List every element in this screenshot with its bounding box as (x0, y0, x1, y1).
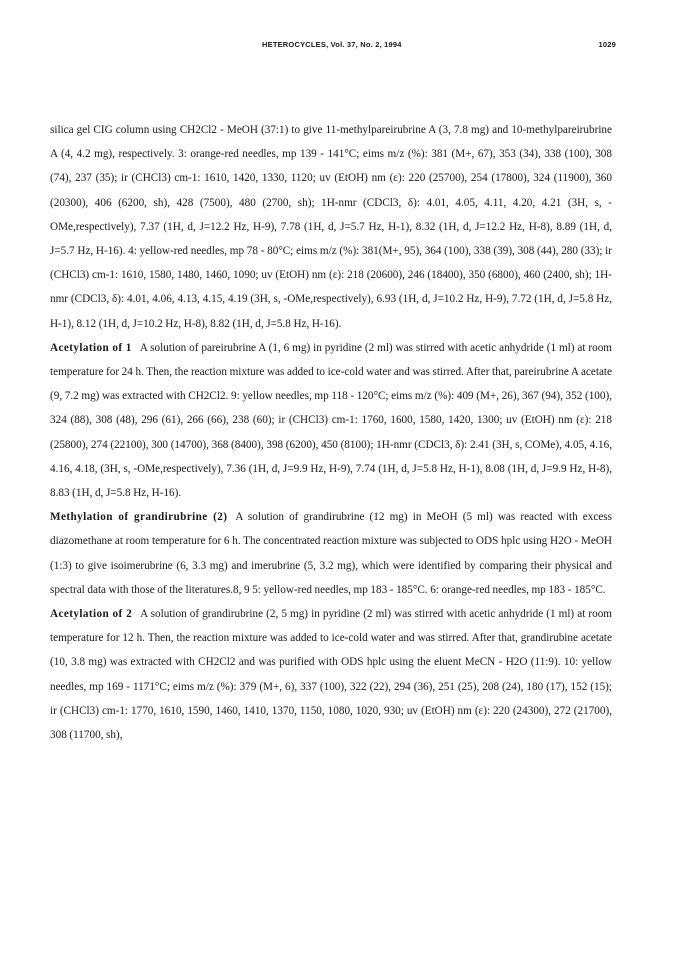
running-header (72, 40, 616, 54)
paragraph-text: A solution of grandirubrine (2, 5 mg) in pyridine (2 ml) was stirred with acetic anhydride (1 ml) at room temperature for 12 h. Then, the reaction mixture was added to ice-cold water and was stirred. After that, grandirubine acetate (10, 3.8 mg) was extracted with CH2Cl2 and was purified with ODS hplc using the eluent MeCN - H2O (11:9). 10: yellow needles, mp 169 - 1171°C; eims m/z (%): 379 (M+, 6), 337 (100), 322 (22), 294 (36), 251 (25), 208 (24), 180 (17), 152 (15); ir (CHCl3) cm-1: 1770, 1610, 1590, 1460, 1410, 1370, 1150, 1080, 1020, 930; uv (EtOH) nm (ε): 220 (24300), 272 (21700), 308 (11700, sh), (50, 608, 612, 742)
paragraph-methylation-grandirubrine (50, 505, 612, 602)
journal-citation: HETEROCYCLES, Vol. 37, No. 2, 1994 (262, 40, 402, 49)
body-text (50, 118, 612, 747)
paragraph-text: A solution of grandirubrine (12 mg) in MeOH (5 ml) was reacted with excess diazomethane at room temperature for 6 h. The concentrated reaction mixture was subjected to ODS hplc using H2O - MeOH (1:3) to give isoimerubrine (6, 3.3 mg) and imerubrine (5, 3.2 mg), which were identified by comparing their physical and spectral data with those of the literatures.8, 9 5: yellow-red needles, mp 183 - 185°C. 6: orange-red needles, mp 183 - 185°C. (50, 511, 612, 596)
section-heading: Acetylation of 1 (50, 341, 132, 354)
paragraph-text: A solution of pareirubrine A (1, 6 mg) in pyridine (2 ml) was stirred with acetic anhydride (1 ml) at room temperature for 24 h. Then, the reaction mixture was added to ice-cold water and was stirred. After that, pareirubrine A acetate (9, 7.2 mg) was extracted with CH2Cl2. 9: yellow needles, mp 118 - 120°C; eims m/z (%): 409 (M+, 26), 367 (94), 352 (100), 324 (88), 308 (48), 296 (61), 266 (66), 238 (60); ir (CHCl3) cm-1: 1760, 1600, 1580, 1420, 1300; uv (EtOH) nm (ε): 218 (25800), 274 (22100), 300 (14700), 368 (8400), 398 (6200), 450 (8100); 1H-nmr (CDCl3, δ): 2.41 (3H, s, COMe), 4.05, 4.16, 4.16, 4.18, (3H, s, -OMe,respectively), 7.36 (1H, d, J=9.9 Hz, H-9), 7.74 (1H, d, J=5.8 Hz, H-1), 8.08 (1H, d, J=9.9 Hz, H-8), 8.83 (1H, d, J=5.8 Hz, H-16). (50, 341, 612, 500)
section-heading: Acetylation of 2 (50, 608, 133, 621)
paragraph-text: silica gel CIG column using CH2Cl2 - MeOH (37:1) to give 11-methylpareirubrine A (3, 7.8 mg) and 10-methylpareirubrine A (4, 4.2 mg), respectively. 3: orange-red needles, mp 139 - 141°C; eims m/z (%): 381 (M+, 67), 353 (34), 338 (100), 308 (74), 237 (35); ir (CHCl3) cm-1: 1610, 1420, 1330, 1120; uv (EtOH) nm (ε): 220 (25700), 254 (17800), 324 (11900), 360 (20300), 406 (6200, sh), 428 (7500), 480 (2700, sh); 1H-nmr (CDCl3, δ): 4.01, 4.05, 4.11, 4.20, 4.21 (3H, s, -OMe,respectively), 7.37 (1H, d, J=12.2 Hz, H-9), 7.78 (1H, d, J=5.7 Hz, H-1), 8.32 (1H, d, J=12.2 Hz, H-8), 8.89 (1H, d, J=5.7 Hz, H-16). 4: yellow-red needles, mp 78 - 80°C; eims m/z (%): 381(M+, 95), 364 (100), 338 (39), 308 (44), 280 (33); ir (CHCl3) cm-1: 1610, 1580, 1480, 1460, 1090; uv (EtOH) nm (ε): 218 (20600), 246 (18400), 350 (6800), 460 (2400, sh); 1H-nmr (CDCl3, δ): 4.01, 4.06, 4.13, 4.15, 4.19 (3H, s, -OMe,respectively), 6.93 (1H, d, J=10.2 Hz, H-9), 7.72 (1H, d, J=5.8 Hz, H-1), 8.12 (1H, d, J=10.2 Hz, H-8), 8.82 (1H, d, J=5.8 Hz, H-16). (50, 124, 612, 330)
section-heading: Methylation of grandirubrine (2) (50, 511, 228, 524)
paragraph-acetylation-1 (50, 336, 612, 505)
page-number: 1029 (598, 40, 616, 49)
paragraph-continued-isolation (50, 118, 612, 336)
paragraph-acetylation-2 (50, 602, 612, 747)
